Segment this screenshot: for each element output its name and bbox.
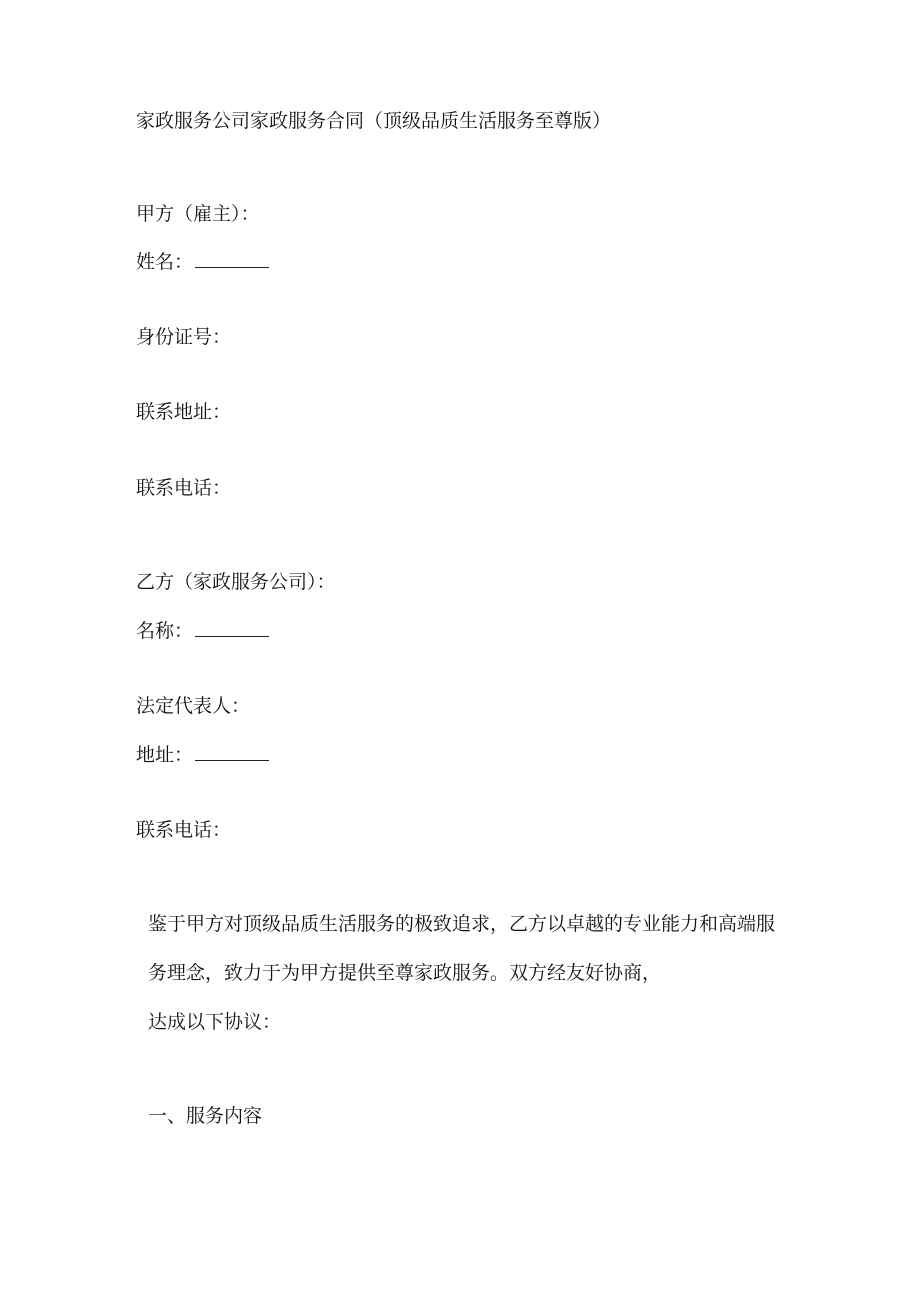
party-b-name-label: 名称： bbox=[136, 620, 194, 642]
section-1-heading: 一、服务内容 bbox=[148, 1105, 263, 1127]
party-b-legal-rep-label: 法定代表人： bbox=[136, 695, 251, 717]
party-b-address-label: 地址： bbox=[136, 744, 194, 766]
party-b-address-blank bbox=[195, 744, 269, 761]
preamble-line-1: 鉴于甲方对顶级品质生活服务的极致追求，乙方以卓越的专业能力和高端服 bbox=[148, 913, 776, 935]
party-a-name-row bbox=[136, 250, 269, 274]
party-a-name-label: 姓名： bbox=[136, 251, 194, 273]
party-b-address-row bbox=[136, 743, 269, 767]
party-a-name-blank bbox=[195, 251, 269, 268]
party-a-heading: 甲方（雇主）： bbox=[136, 203, 260, 225]
preamble-line-2: 务理念，致力于为甲方提供至尊家政服务。双方经友好协商， bbox=[148, 962, 662, 984]
party-b-name-row bbox=[136, 619, 269, 643]
preamble-line-3: 达成以下协议： bbox=[148, 1011, 282, 1033]
party-b-heading: 乙方（家政服务公司）： bbox=[136, 571, 336, 593]
party-b-name-blank bbox=[195, 620, 269, 637]
contract-title: 家政服务公司家政服务合同（顶级品质生活服务至尊版） bbox=[136, 110, 612, 132]
party-a-phone-label: 联系电话： bbox=[136, 477, 232, 499]
party-a-id-label: 身份证号： bbox=[136, 326, 232, 348]
party-b-phone-label: 联系电话： bbox=[136, 819, 232, 841]
party-a-address-label: 联系地址： bbox=[136, 401, 232, 423]
